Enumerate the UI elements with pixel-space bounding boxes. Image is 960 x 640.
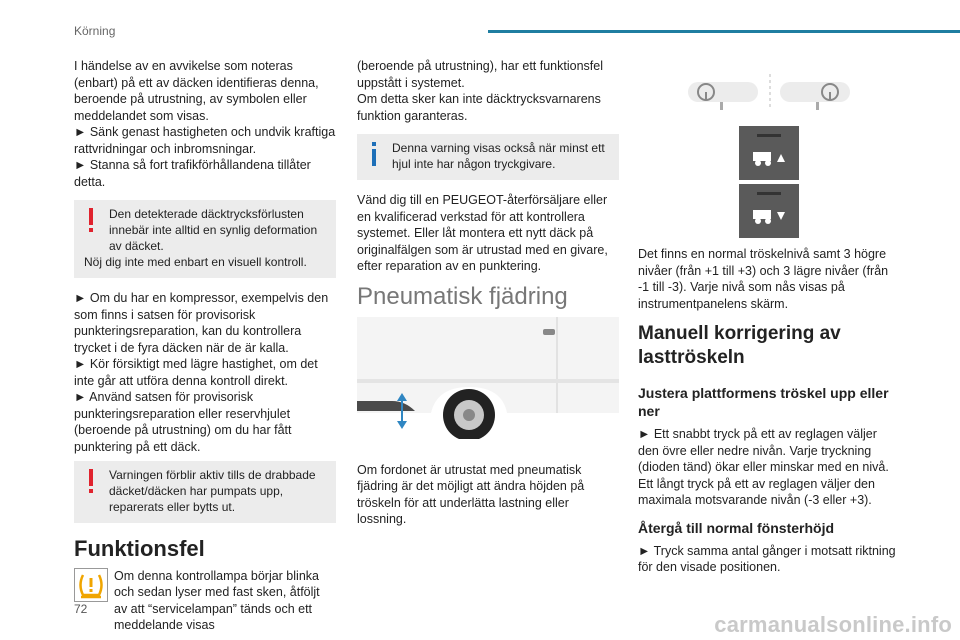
bullet: ► Använd satsen för provisorisk punkteringsreparation eller reservhjulet (beroende på utrustning) om du har fått punktering på ett däck. (74, 390, 292, 454)
note-text: Nöj dig inte med enbart en visuell kontroll. (84, 255, 307, 269)
header-accent-bar (488, 30, 960, 33)
exclamation-icon (86, 208, 96, 234)
paragraph: Om fordonet är utrustat med pneumatisk fjädring är det möjligt att ändra höjden på tröskeln för att underlätta lastning eller lossning. (357, 462, 585, 526)
note-text: Den detekterade däcktrycksförlusten innebär inte alltid en synlig deformation av däcket. (109, 207, 318, 253)
heading-pneumatisk-fjadring: Pneumatisk fjädring (357, 282, 568, 310)
suspension-buttons-illustration (739, 126, 799, 238)
column-3 (638, 246, 900, 576)
fault-description (74, 568, 336, 634)
paragraph: Det finns en normal tröskelnivå samt 3 högre nivåer (från +1 till +3) och 3 lägre nivåer (från -1 till -3). Varje nivå som nås visas på instrumentpanelens skärm. (638, 247, 889, 311)
paragraph: (beroende på utrustning), har ett funktionsfel uppstått i systemet. (357, 59, 603, 90)
note-text: Varningen förblir aktiv tills de drabbade däcket/däcken har pumpats upp, reparerats eller bytts ut. (109, 468, 316, 514)
warning-note (74, 461, 336, 523)
exclamation-icon (86, 469, 96, 495)
bullet: ► Tryck samma antal gånger i motsatt riktning för den visade positionen. (638, 543, 896, 574)
watermark: carmanualsonline.info (714, 612, 952, 637)
tyre-pressure-warning-icon (74, 568, 108, 602)
page-number: 72 (74, 602, 88, 616)
paragraph: Om detta sker kan inte däcktrycksvarnarens funktion garanteras. (357, 92, 601, 123)
van-suspension-illustration (357, 317, 619, 439)
section-title: Körning (74, 24, 116, 38)
paragraph: I händelse av en avvikelse som noteras (enbart) på ett av däcken identifieras denna, beroende på utrustning, av symbolen eller meddelandet som visas. (74, 59, 319, 123)
info-icon (369, 142, 379, 168)
heading-funktionsfel: Funktionsfel (74, 536, 205, 561)
bullet: ► Kör försiktigt med lägre hastighet, om det inte går att utföra denna kontroll direkt. (74, 357, 318, 388)
bullet: ► Om du har en kompressor, exempelvis den som finns i satsen för provisorisk punkteringsreparation, kan du kontrollera trycket i de fyra däcken när de är kalla. (74, 291, 329, 355)
paragraph: Ett långt tryck på ett av reglagen väljer den maximala motsvarande nivån (-3 eller +3). (638, 476, 875, 507)
paragraph: Vänd dig till en PEUGEOT-återförsäljare eller en kvalificerad verkstad för att kontrollera systemet. Eller låt montera ett nytt däck på originalfälgen som är utrustad med en givare, efter reparation av en punktering. (357, 193, 608, 273)
info-note (357, 134, 619, 180)
bullet: ► Stanna så fort trafikförhållandena tillåter detta. (74, 158, 311, 189)
note-text: Denna varning visas också när minst ett hjul inte har någon tryckgivare. (392, 141, 605, 171)
fault-text: Om denna kontrollampa börjar blinka och sedan lyser med fast sken, åtföljt av att “servicelampan” tänds och ett meddelande visas (114, 568, 320, 632)
warning-note (74, 200, 336, 278)
subheading-justera: Justera plattformens tröskel upp eller ner (638, 385, 889, 419)
column-2 (357, 58, 619, 528)
bullet: ► Ett snabbt tryck på ett av reglagen väljer den övre eller nedre nivån. Varje tryckning (dioden tänd) ökar eller minskar med en nivå. (638, 427, 889, 474)
column-1 (74, 58, 336, 634)
steering-wheel-controls-illustration (680, 72, 860, 112)
heading-manuell-korrigering: Manuell korrigering av lasttröskeln (638, 323, 841, 368)
subheading-atergang: Återgå till normal fönsterhöjd (638, 519, 835, 536)
bullet: ► Sänk genast hastigheten och undvik kraftiga rattvridningar och inbromsningar. (74, 125, 336, 156)
